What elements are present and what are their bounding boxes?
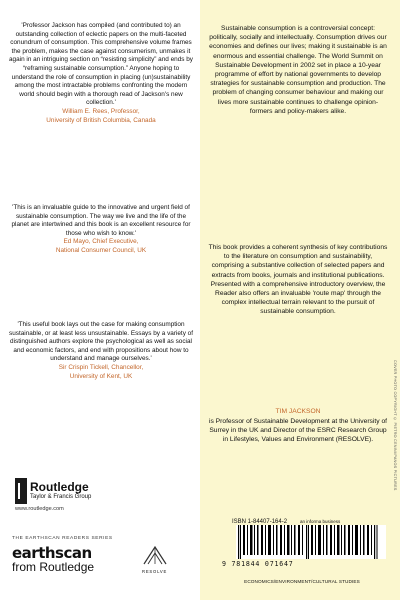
publisher-group: Taylor & Francis Group xyxy=(30,494,92,500)
quote-text: 'Professor Jackson has compiled (and contributed to) an outstanding collection of eclectic papers on the multi-faceted conundrum of consumption. This comprehensive volume frames the problem, makes the case against consumerism, unmakes it again in an intriguing section on “resisting simplicity” and ends by “reframing sustainable consumption.” Anyone hoping to understand the role of consumption in placing (un)sustainability among the most intractable problems confronting the modern world should begin with a thorough read of Jackson's new collection.' xyxy=(9,22,194,107)
quote-source-org: University of British Columbia, Canada xyxy=(46,116,156,124)
author-bio: is Professor of Sustainable Development at the University of Surrey in the UK and Director of the ESRC Research Group in Lifestyles, Values and Environment (RESOLVE). xyxy=(208,418,388,444)
partner-name: RESOLVE xyxy=(142,569,168,574)
imprint-from: from Routledge xyxy=(12,560,95,574)
quote-text: 'This useful book lays out the case for making consumption sustainable, or at least less unsustainable. Essays by a variety of distinguished authors explore the psychological as well as social and economic factors, and end with propositions about how to understand and manage ourselves.' xyxy=(9,321,194,363)
quote-source-name: Ed Mayo, Chief Executive, xyxy=(63,238,139,246)
photo-credit: COVER PHOTO COPYRIGHT © PIETRO CENINI/PANOS PICTURES xyxy=(393,360,397,491)
description-paragraph: Sustainable consumption is a controversial concept: politically, socially and intellectually. Consumption drives our economies and defines our lives; making it sustainable is an enormous and essential challenge. The World Summit on Sustainable Development in 2002 set in place a 10-year programme of effort by national governments to develop strategies for sustainable consumption and production. The problem of changing consumer behaviour and making our lives more sustainable continues to challenge opinion-formers and policy-makers alike. xyxy=(209,25,387,115)
author-name: TIM JACKSON xyxy=(275,408,321,415)
publisher-url: www.routledge.com xyxy=(15,506,64,512)
quote-source-name: Sir Crispin Tickell, Chancellor, xyxy=(58,363,144,371)
quote-source-name: William E. Rees, Professor, xyxy=(62,107,140,115)
endorsement-quote xyxy=(9,204,193,256)
publisher-name: Routledge xyxy=(30,480,89,494)
resolve-logo-icon xyxy=(142,544,168,566)
informa-tagline: an informa business xyxy=(300,519,341,524)
barcode-number: 9 781844 071647 xyxy=(222,560,294,568)
barcode-icon xyxy=(236,525,386,559)
series-name: THE EARTHSCAN READERS SERIES xyxy=(12,536,113,541)
description-paragraph: This book provides a coherent synthesis of key contributions to the literature on consumption and sustainability, comprising a substantive collection of selected papers and extracts from books, journals and institutional publications. Presented with a comprehensive introductory overview, the Reader also offers an invaluable 'route map' through the complex intellectual terrain relevant to the pursuit of sustainable consumption. xyxy=(208,244,388,316)
quote-text: 'This is an invaluable guide to the innovative and urgent field of sustainable consumption. The way we live and the life of the planet are intertwined and this book is an excellent resource for those who wish to know.' xyxy=(11,204,191,237)
isbn-text: ISBN 1-84407-164-2 xyxy=(232,519,288,525)
routledge-logo-icon xyxy=(15,478,27,504)
quote-source-org: National Consumer Council, UK xyxy=(55,246,147,254)
quote-source-org: University of Kent, UK xyxy=(69,372,133,380)
imprint-name: earthscan xyxy=(12,544,92,562)
endorsement-quote xyxy=(9,22,193,125)
endorsement-quote xyxy=(9,321,193,381)
subject-categories: ECONOMICS/ENVIRONMENT/CULTURAL STUDIES xyxy=(244,579,360,584)
